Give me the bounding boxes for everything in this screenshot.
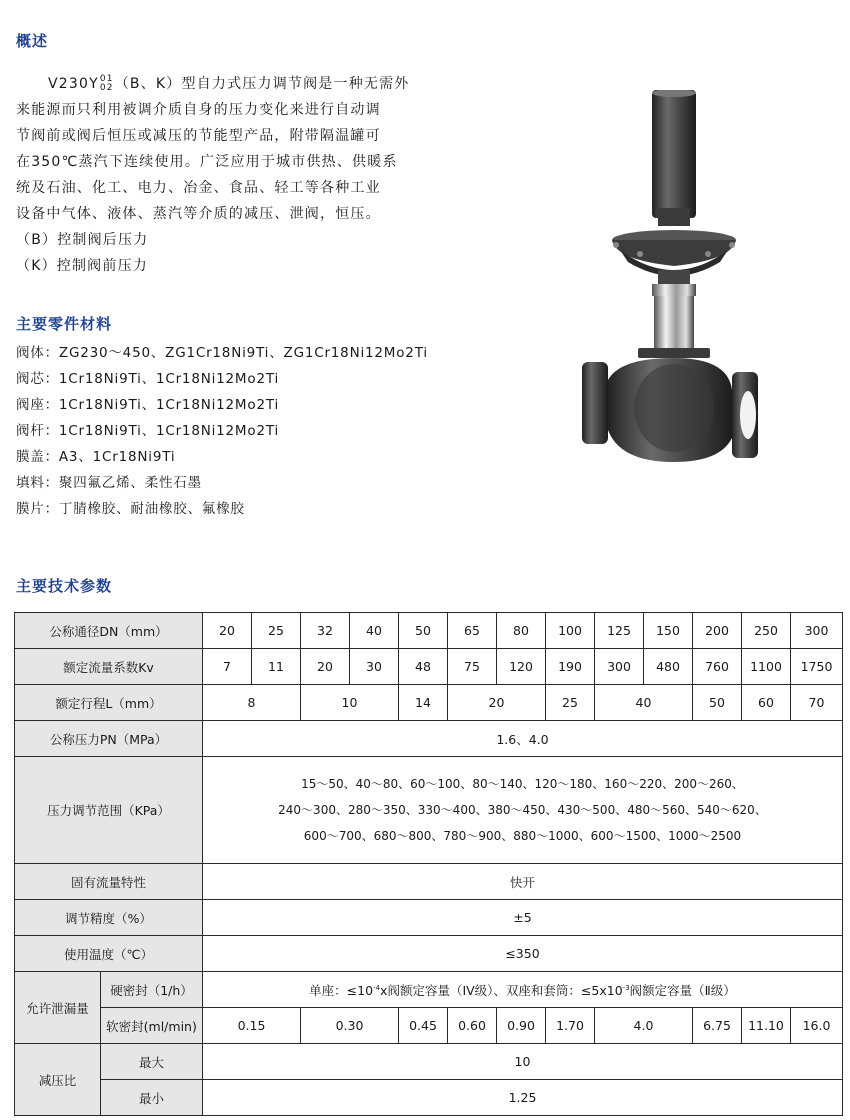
overview-line: 设备中气体、液体、蒸汽等介质的减压、泄阀，恒压。: [16, 206, 381, 222]
material-item: 膜片：丁腈橡胶、耐油橡胶、氟橡胶: [16, 501, 245, 517]
dn-value: 200: [693, 613, 742, 649]
kv-value: 30: [350, 649, 399, 685]
dn-value: 100: [546, 613, 595, 649]
stroke-value: 50: [693, 685, 742, 721]
accuracy-value: ±5: [203, 900, 843, 936]
kv-value: 48: [399, 649, 448, 685]
soft-seal-value: 0.45: [399, 1008, 448, 1044]
overview-line: （B）控制阀后压力: [16, 232, 149, 248]
material-item: 阀座：1Cr18Ni9Ti、1Cr18Ni12Mo2Ti: [16, 397, 280, 413]
overview-line: 来能源而只利用被调介质自身的压力变化来进行自动调: [16, 102, 381, 118]
table-row-stroke: [15, 685, 843, 721]
stroke-value: 14: [399, 685, 448, 721]
overview-line-1: [16, 71, 456, 97]
temp-value: ≤350: [203, 936, 843, 972]
kv-value: 20: [301, 649, 350, 685]
range-label: 压力调节范围（KPa）: [15, 757, 203, 864]
dn-value: 25: [252, 613, 301, 649]
dn-value: 150: [644, 613, 693, 649]
stroke-value: 20: [448, 685, 546, 721]
spec-table: [14, 612, 843, 1116]
stroke-value: 8: [203, 685, 301, 721]
overview-heading: 概述: [16, 32, 49, 50]
dn-value: 20: [203, 613, 252, 649]
model-sub: 02: [99, 83, 114, 93]
specs-heading: 主要技术参数: [16, 577, 113, 595]
table-row-accuracy: [15, 900, 843, 936]
kv-value: 480: [644, 649, 693, 685]
kv-value: 1100: [742, 649, 791, 685]
kv-value: 7: [203, 649, 252, 685]
table-row-hard-seal: [15, 972, 843, 1008]
stroke-value: 60: [742, 685, 791, 721]
kv-value: 120: [497, 649, 546, 685]
materials-list: [16, 340, 428, 522]
table-row-flow-char: [15, 864, 843, 900]
material-item: 阀体：ZG230～450、ZG1Cr18Ni9Ti、ZG1Cr18Ni12Mo2Ti: [16, 345, 428, 361]
range-line: 240～300、280～350、330～400、380～450、430～500、480～560、540～620、: [278, 803, 767, 817]
model-sup: 01: [99, 74, 114, 84]
soft-seal-value: 6.75: [693, 1008, 742, 1044]
kv-value: 75: [448, 649, 497, 685]
dn-value: 125: [595, 613, 644, 649]
kv-label: 额定流量系数Kv: [15, 649, 203, 685]
table-row-temp: [15, 936, 843, 972]
material-item: 阀芯：1Cr18Ni9Ti、1Cr18Ni12Mo2Ti: [16, 371, 280, 387]
table-row-ratio-min: [15, 1080, 843, 1116]
material-item: 阀杆：1Cr18Ni9Ti、1Cr18Ni12Mo2Ti: [16, 423, 280, 439]
soft-seal-label: 软密封(ml/min): [101, 1008, 203, 1044]
overview-line: 节阀前或阀后恒压或减压的节能型产品，附带隔温罐可: [16, 128, 381, 144]
soft-seal-value: 0.30: [301, 1008, 399, 1044]
material-item: 膜盖：A3、1Cr18Ni9Ti: [16, 449, 176, 465]
valve-product-image: [580, 90, 760, 480]
flow-char-label: 固有流量特性: [15, 864, 203, 900]
soft-seal-value: 0.60: [448, 1008, 497, 1044]
materials-heading: 主要零件材料: [16, 315, 113, 333]
range-line: 15～50、40～80、60～100、80～140、120～180、160～220、200～260、: [301, 777, 744, 791]
soft-seal-value: 0.90: [497, 1008, 546, 1044]
overview-line-1-text: （B、K）型自力式压力调节阀是一种无需外: [114, 76, 410, 92]
stroke-value: 10: [301, 685, 399, 721]
accuracy-label: 调节精度（%）: [15, 900, 203, 936]
table-row-ratio-max: [15, 1044, 843, 1080]
table-row-kv: [15, 649, 843, 685]
pn-label: 公称压力PN（MPa）: [15, 721, 203, 757]
kv-value: 760: [693, 649, 742, 685]
soft-seal-value: 16.0: [791, 1008, 843, 1044]
min-value: 1.25: [203, 1080, 843, 1116]
dn-value: 300: [791, 613, 843, 649]
stroke-value: 70: [791, 685, 843, 721]
stroke-label: 额定行程L（mm）: [15, 685, 203, 721]
table-row-range: [15, 757, 843, 864]
hard-seal-value: 单座：$\le 10^{-4}x$阀额定容量（IV级）、双座和套筒：$\le 5x10^{-3}$阀额定容量（Ⅱ级）: [203, 972, 843, 1008]
dn-value: 250: [742, 613, 791, 649]
soft-seal-value: 11.10: [742, 1008, 791, 1044]
leak-label: 允许泄漏量: [15, 972, 101, 1044]
overview-line: （K）控制阀前压力: [16, 258, 148, 274]
overview-line: 统及石油、化工、电力、冶金、食品、轻工等各种工业: [16, 180, 381, 196]
stroke-value: 40: [595, 685, 693, 721]
stroke-value: 25: [546, 685, 595, 721]
max-label: 最大: [101, 1044, 203, 1080]
model-fraction: [100, 75, 114, 93]
kv-value: 11: [252, 649, 301, 685]
soft-seal-value: 0.15: [203, 1008, 301, 1044]
overview-paragraph: [16, 71, 456, 279]
max-value: 10: [203, 1044, 843, 1080]
pn-value: 1.6、4.0: [203, 721, 843, 757]
soft-seal-value: 4.0: [595, 1008, 693, 1044]
kv-value: 1750: [791, 649, 843, 685]
dn-label: 公称通径DN（mm）: [15, 613, 203, 649]
dn-value: 80: [497, 613, 546, 649]
kv-value: 300: [595, 649, 644, 685]
ratio-label: 减压比: [15, 1044, 101, 1116]
range-line: 600～700、680～800、780～900、880～1000、600～1500、1000～2500: [303, 829, 742, 843]
temp-label: 使用温度（℃）: [15, 936, 203, 972]
dn-value: 40: [350, 613, 399, 649]
dn-value: 32: [301, 613, 350, 649]
dn-value: 50: [399, 613, 448, 649]
dn-value: 65: [448, 613, 497, 649]
material-item: 填料：聚四氟乙烯、柔性石墨: [16, 475, 202, 491]
table-row-dn: [15, 613, 843, 649]
model-prefix: V230Y: [48, 76, 99, 92]
table-row-pn: [15, 721, 843, 757]
overview-line: 在350℃蒸汽下连续使用。广泛应用于城市供热、供暖系: [16, 154, 398, 170]
kv-value: 190: [546, 649, 595, 685]
hard-seal-label: 硬密封（1/h）: [101, 972, 203, 1008]
min-label: 最小: [101, 1080, 203, 1116]
table-row-soft-seal: [15, 1008, 843, 1044]
range-value: [203, 757, 843, 864]
soft-seal-value: 1.70: [546, 1008, 595, 1044]
flow-char-value: 快开: [203, 864, 843, 900]
